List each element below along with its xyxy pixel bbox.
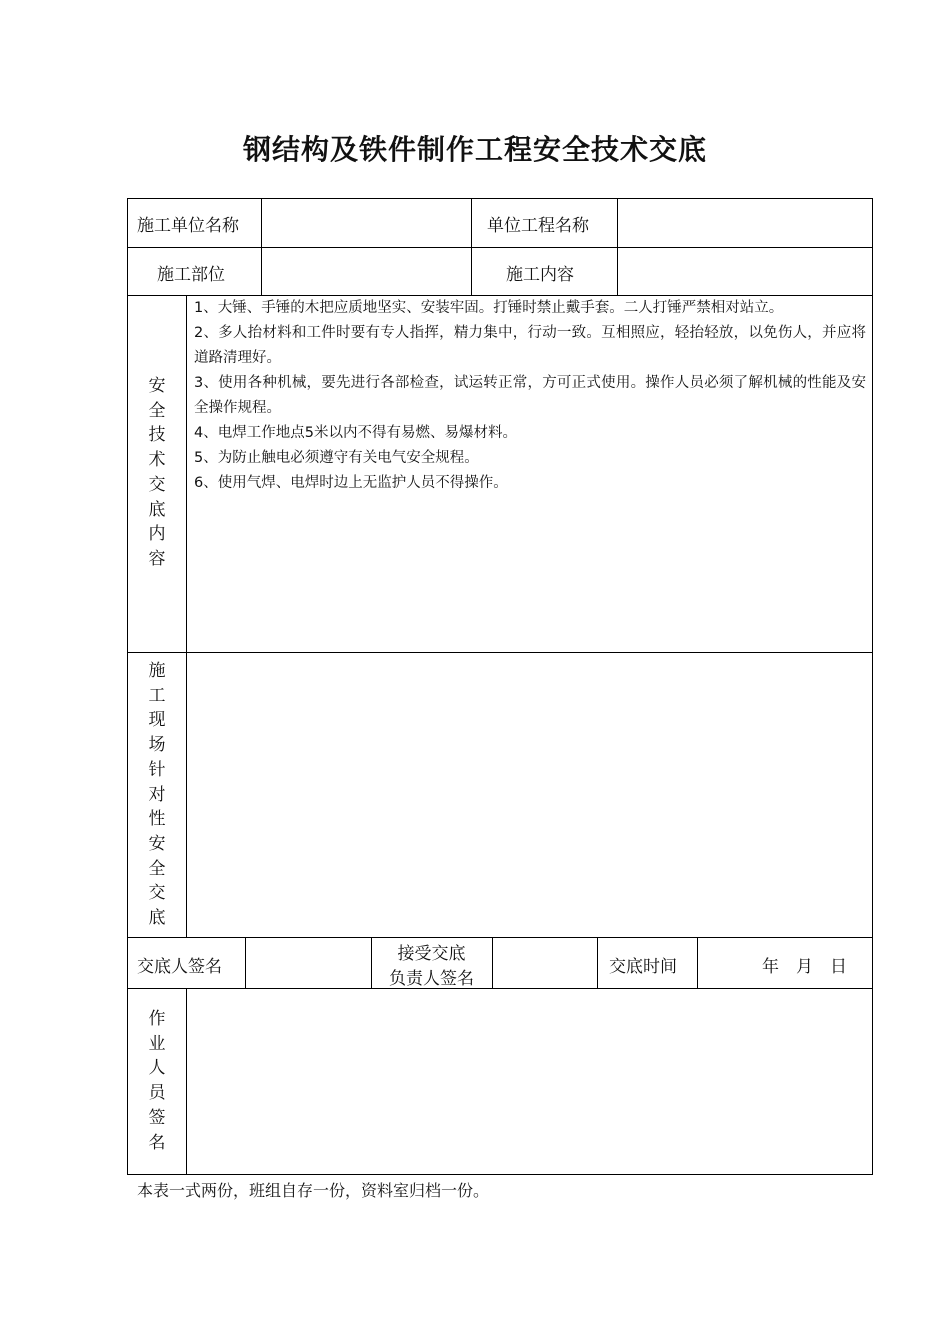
safety-item: 5、为防止触电必须遵守有关电气安全规程。 <box>194 450 479 466</box>
safety-item: 2、多人抬材料和工件时要有专人指挥，精力集中，行动一致。互相照应，轻抬轻放，以免伤人，并应将道路清理好。 <box>194 325 866 366</box>
receiver-label-line2: 负责人签名 <box>389 969 474 989</box>
safety-content-label: 安全技术交底内容 <box>148 376 166 569</box>
site-safety-label: 施工现场针对性安全交底 <box>148 661 166 929</box>
safety-item: 6、使用气焊、电焊时边上无监护人员不得操作。 <box>194 475 508 491</box>
workers-signature-label: 作业人员签名 <box>148 1009 166 1153</box>
safety-item: 3、使用各种机械，要先进行各部检查，试运转正常，方可正式使用。操作人员必须了解机械的性能及安全操作规程。 <box>194 375 866 416</box>
giver-signature-field[interactable] <box>247 939 369 987</box>
content-field[interactable] <box>619 249 871 294</box>
workers-signature-field[interactable] <box>188 990 871 1173</box>
safety-content <box>194 296 866 496</box>
location-label: 施工部位 <box>157 265 225 285</box>
footer-note: 本表一式两份，班组自存一份，资料室归档一份。 <box>137 1181 490 1200</box>
safety-item: 4、电焊工作地点5米以内不得有易燃、易爆材料。 <box>194 425 517 441</box>
receiver-label-line1: 接受交底 <box>397 944 466 964</box>
giver-signature-label: 交底人签名 <box>137 957 222 977</box>
project-name-field[interactable] <box>619 200 871 246</box>
project-name-label: 单位工程名称 <box>487 216 589 236</box>
date-field[interactable]: 年 月 日 <box>762 957 847 977</box>
content-label: 施工内容 <box>506 265 574 285</box>
document-title: 钢结构及铁件制作工程安全技术交底 <box>242 133 707 166</box>
unit-name-label: 施工单位名称 <box>137 216 239 236</box>
time-label: 交底时间 <box>609 957 677 977</box>
site-safety-field[interactable] <box>188 654 871 936</box>
receiver-signature-field[interactable] <box>494 939 596 987</box>
safety-item: 1、大锤、手锤的木把应质地坚实、安装牢固。打锤时禁止戴手套。二人打锤严禁相对站立。 <box>194 300 784 316</box>
location-field[interactable] <box>263 249 469 294</box>
unit-name-field[interactable] <box>263 200 469 246</box>
